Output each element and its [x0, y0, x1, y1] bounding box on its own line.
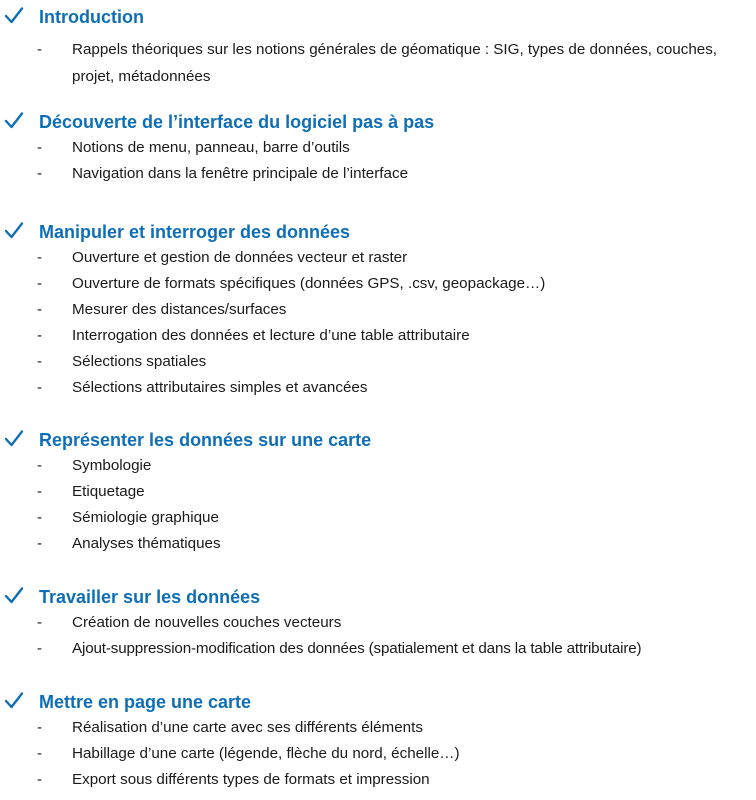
list-item-text: Symbologie [72, 457, 152, 474]
item-list [0, 36, 756, 90]
dash-bullet: - [37, 41, 43, 58]
list-item-text: Analyses thématiques [72, 535, 221, 552]
list-item-text: Etiquetage [72, 483, 145, 500]
list-item [0, 505, 756, 531]
item-list [0, 245, 756, 401]
section-representer [0, 427, 756, 557]
dash-bullet: - [37, 483, 43, 500]
list-item [0, 245, 756, 271]
list-item [0, 767, 756, 793]
section-title: Mettre en page une carte [39, 692, 252, 712]
list-item-text: Ajout-suppression-modification des données (spatialement et dans la table attributaire) [72, 640, 642, 657]
checkmark-icon [4, 111, 24, 131]
dash-bullet: - [37, 719, 43, 736]
section-heading-row [0, 689, 756, 715]
dash-bullet: - [37, 249, 43, 266]
dash-bullet: - [37, 457, 43, 474]
list-item [0, 349, 756, 375]
section-mise-en-page [0, 689, 756, 793]
list-item-text: Ouverture et gestion de données vecteur et raster [72, 249, 408, 266]
item-list [0, 610, 756, 662]
dash-bullet: - [37, 614, 43, 631]
section-heading-row [0, 4, 756, 30]
dash-bullet: - [37, 745, 43, 762]
list-item [0, 531, 756, 557]
list-item-text: Réalisation d’une carte avec ses différents éléments [72, 719, 423, 736]
dash-bullet: - [37, 353, 43, 370]
list-item [0, 323, 756, 349]
list-item-text: Navigation dans la fenêtre principale de l’interface [72, 165, 409, 182]
dash-bullet: - [37, 379, 43, 396]
checkmark-icon [4, 429, 24, 449]
section-title: Introduction [39, 7, 144, 27]
checkmark-icon [4, 586, 24, 606]
list-item-text: Ouverture de formats spécifiques (données GPS, .csv, geopackage…) [72, 275, 546, 292]
list-item-text: Sélections spatiales [72, 353, 207, 370]
list-item-text: Mesurer des distances/surfaces [72, 301, 287, 318]
list-item [0, 715, 756, 741]
dash-bullet: - [37, 771, 43, 788]
dash-bullet: - [37, 301, 43, 318]
section-heading-row [0, 219, 756, 245]
list-item-text: Export sous différents types de formats et impression [72, 771, 430, 788]
list-item [0, 636, 756, 662]
section-title: Représenter les données sur une carte [39, 430, 372, 450]
list-item-text: Sémiologie graphique [72, 509, 219, 526]
section-title: Découverte de l’interface du logiciel pas à pas [39, 112, 435, 132]
list-item [0, 297, 756, 323]
dash-bullet: - [37, 535, 43, 552]
dash-bullet: - [37, 327, 43, 344]
list-item-text: Notions de menu, panneau, barre d’outils [72, 139, 350, 156]
list-item [0, 479, 756, 505]
section-title: Travailler sur les données [39, 587, 261, 607]
list-item [0, 741, 756, 767]
dash-bullet: - [37, 275, 43, 292]
item-list [0, 715, 756, 793]
section-heading-row [0, 109, 756, 135]
checkmark-icon [4, 6, 24, 26]
checkmark-icon [4, 221, 24, 241]
section-travailler [0, 584, 756, 662]
list-item-text: Création de nouvelles couches vecteurs [72, 614, 342, 631]
section-introduction [0, 4, 756, 90]
section-manipuler [0, 219, 756, 401]
section-heading-row [0, 584, 756, 610]
checkmark-icon [4, 691, 24, 711]
list-item [0, 610, 756, 636]
list-item [0, 36, 732, 90]
section-title: Manipuler et interroger des données [39, 222, 351, 242]
dash-bullet: - [37, 165, 43, 182]
list-item [0, 271, 756, 297]
list-item-text: Habillage d’une carte (légende, flèche du nord, échelle…) [72, 745, 460, 762]
list-item-text: Rappels théoriques sur les notions générales de géomatique : SIG, types de données, couches, projet, métadonnées [72, 41, 718, 85]
dash-bullet: - [37, 139, 43, 156]
dash-bullet: - [37, 640, 42, 657]
item-list [0, 135, 756, 187]
dash-bullet: - [37, 509, 43, 526]
list-item-text: Sélections attributaires simples et avancées [72, 379, 368, 396]
list-item [0, 135, 756, 161]
list-item [0, 161, 756, 187]
section-interface [0, 109, 756, 187]
list-item-text: Interrogation des données et lecture d’une table attributaire [72, 327, 470, 344]
item-list [0, 453, 756, 557]
list-item [0, 453, 756, 479]
section-heading-row [0, 427, 756, 453]
list-item [0, 375, 756, 401]
